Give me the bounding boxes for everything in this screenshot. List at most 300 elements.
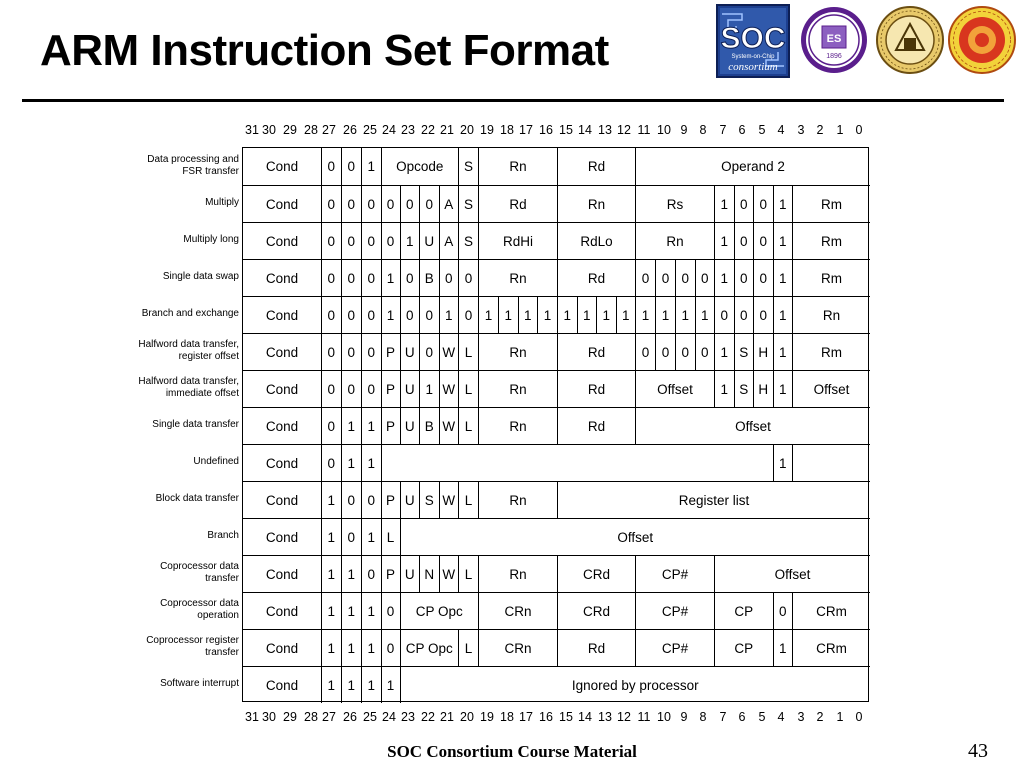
field-cell: 0 [714,296,734,333]
field-cell: 0 [635,259,655,296]
page-number: 43 [968,740,988,762]
field-cell: U [400,481,420,518]
field-cell: CRm [792,629,870,666]
field-cell: RdHi [478,222,557,259]
field-cell: P [381,370,400,407]
field-cell: Rd [557,370,635,407]
field-cell: 0 [400,259,420,296]
top-bit-14: 14 [578,123,592,137]
field-cell: 0 [695,259,715,296]
field-cell: Rn [478,555,557,592]
field-cell: N [419,555,439,592]
field-cell: W [439,481,459,518]
field-cell: 0 [753,296,773,333]
field-cell: U [400,407,420,444]
field-cell: 1 [341,407,362,444]
top-bit-20: 20 [460,123,474,137]
field-cell: 1 [655,296,675,333]
field-cell: Cond [265,159,299,174]
top-bit-18: 18 [500,123,514,137]
field-cell: Cond [243,370,321,407]
field-cell: 0 [341,296,362,333]
format-label-line: Block data transfer [155,492,239,504]
bottom-bit-13: 13 [598,710,612,724]
field-cell: 0 [321,185,341,222]
format-label [99,406,239,443]
bottom-bit-16: 16 [539,710,553,724]
field-cell: Rn [557,185,635,222]
bottom-bit-20: 20 [460,710,474,724]
bottom-bit-4: 4 [777,710,785,724]
field-cell: 1 [381,296,400,333]
field-cell: 1 [616,296,636,333]
field-cell: 0 [419,296,439,333]
field-cell: 0 [321,259,341,296]
field-cell: 1 [518,296,538,333]
field-cell: B [419,407,439,444]
top-bit-28: 28 [304,123,318,137]
field-cell: 1 [439,296,459,333]
bottom-bit-8: 8 [699,710,707,724]
field-cell: 0 [321,444,341,481]
field-cell: 0 [361,555,381,592]
field-cell: Offset [792,370,870,407]
top-bit-29: 29 [283,123,297,137]
field-cell: 0 [341,148,362,185]
format-label [99,258,239,295]
format-label-line: register offset [178,350,239,362]
field-cell: 0 [439,259,459,296]
field-cell: Cond [243,407,321,444]
field-cell: 0 [361,259,381,296]
format-label-line: FSR transfer [182,165,239,177]
field-cell: Rm [792,185,870,222]
field-cell: 1 [321,481,341,518]
field-cell: 1 [361,407,381,444]
top-bit-21: 21 [440,123,454,137]
field-cell: L [458,481,478,518]
field-cell: U [419,222,439,259]
bottom-bit-2: 2 [816,710,824,724]
field-cell: A [439,185,459,222]
format-label-line: Halfword data transfer, [138,338,239,350]
field-cell: P [381,333,400,370]
field-cell: CRd [557,592,635,629]
top-bit-4: 4 [777,123,785,137]
field-cell: Rm [792,333,870,370]
bottom-bit-3: 3 [797,710,805,724]
field-cell: Offset [635,407,870,444]
field-cell: Offset [714,555,870,592]
bottom-bit-15: 15 [559,710,573,724]
field-cell: 1 [361,518,381,555]
top-bit-8: 8 [699,123,707,137]
format-label [99,480,239,517]
field-cell: 0 [381,629,400,666]
format-label [99,332,239,369]
field-cell: U [400,370,420,407]
field-cell: 1 [361,444,381,481]
format-label-line: transfer [205,572,239,584]
top-bit-25: 25 [363,123,377,137]
format-label-line: Undefined [193,455,239,467]
field-cell: CP# [635,629,714,666]
field-cell: Cond [243,481,321,518]
field-cell: 1 [675,296,695,333]
top-bit-30: 30 [262,123,276,137]
field-cell: Rn [478,481,557,518]
field-cell: 0 [341,222,362,259]
field-cell: Offset [635,370,714,407]
top-bit-19: 19 [480,123,494,137]
field-cell: L [458,629,478,666]
field-cell: 0 [321,296,341,333]
bottom-bit-0: 0 [855,710,863,724]
field-cell: L [458,333,478,370]
field-cell: CP Opc [400,629,459,666]
field-cell: 0 [361,185,381,222]
field-cell: 1 [773,370,793,407]
field-cell: 1 [381,259,400,296]
bottom-bit-11: 11 [637,710,651,724]
field-cell: L [458,370,478,407]
field-cell: 1 [321,592,341,629]
field-cell: 1 [773,222,793,259]
field-cell: 0 [321,148,341,185]
top-bit-15: 15 [559,123,573,137]
bottom-bit-31: 31 [245,710,259,724]
field-cell: Ignored by processor [400,666,871,703]
field-cell: 1 [773,444,793,481]
format-label-line: transfer [205,646,239,658]
field-cell: Cond [243,296,321,333]
field-cell: 0 [675,259,695,296]
field-cell [381,444,773,481]
field-cell: CP [714,592,773,629]
field-cell: 0 [341,259,362,296]
field-cell: 0 [419,185,439,222]
field-cell: S [458,185,478,222]
field-cell: 0 [635,333,655,370]
slide-title: ARM Instruction Set Format [40,26,609,75]
top-bit-16: 16 [539,123,553,137]
field-cell: P [381,481,400,518]
field-cell: 0 [321,222,341,259]
field-cell: Rm [792,259,870,296]
top-bit-1: 1 [836,123,844,137]
field-cell: 0 [381,592,400,629]
field-cell: 1 [714,222,734,259]
bottom-bit-19: 19 [480,710,494,724]
field-cell: 0 [695,333,715,370]
format-label [99,221,239,258]
field-cell: Rs [635,185,714,222]
format-label-line: operation [197,609,239,621]
field-cell: 0 [361,481,381,518]
field-cell: CRd [557,555,635,592]
field-cell: 1 [773,296,793,333]
field-cell: Register list [557,481,870,518]
format-label-line: Coprocessor register [146,634,239,646]
field-cell: RdLo [557,222,635,259]
field-cell: S [734,333,754,370]
bottom-bit-9: 9 [680,710,688,724]
format-label [99,554,239,591]
format-label-line: Multiply long [183,233,239,245]
format-label [99,628,239,665]
field-cell: 0 [361,222,381,259]
field-cell: 0 [341,481,362,518]
field-cell: 0 [400,296,420,333]
field-cell: 0 [361,333,381,370]
field-cell: 1 [321,666,341,703]
field-cell: 1 [714,259,734,296]
top-bit-3: 3 [797,123,805,137]
field-cell: S [458,148,478,185]
field-cell: 1 [714,185,734,222]
top-bit-11: 11 [637,123,651,137]
field-cell: 0 [753,222,773,259]
format-label-line: Halfword data transfer, [138,375,239,387]
top-bit-12: 12 [617,123,631,137]
top-bit-2: 2 [816,123,824,137]
field-cell: 1 [419,370,439,407]
field-cell: W [439,407,459,444]
field-cell: CP# [635,592,714,629]
top-bit-23: 23 [401,123,415,137]
field-cell: 0 [400,185,420,222]
bottom-bit-7: 7 [719,710,727,724]
format-label-line: Single data swap [162,270,239,282]
field-cell: 1 [321,629,341,666]
format-label-line: immediate offset [165,387,239,399]
field-cell: Cond [243,555,321,592]
svg-text:1896: 1896 [826,53,842,60]
bottom-bit-18: 18 [500,710,514,724]
top-bit-17: 17 [519,123,533,137]
field-cell: CRn [478,629,557,666]
field-cell: 1 [381,666,400,703]
format-label-line: Data processing and [147,153,239,165]
format-label-line: Branch and exchange [141,307,239,319]
field-cell: U [400,333,420,370]
svg-text:consortium: consortium [728,61,778,73]
field-cell: Rn [792,296,870,333]
field-cell: Rd [557,259,635,296]
field-cell: 1 [557,296,577,333]
field-cell: W [439,555,459,592]
field-cell: CP# [635,555,714,592]
field-cell: L [458,555,478,592]
bottom-bit-25: 25 [363,710,377,724]
field-cell: 1 [321,518,341,555]
format-label-line: Coprocessor data [160,560,239,572]
field-cell: CP Opc [400,592,479,629]
field-cell: 1 [321,555,341,592]
top-bit-31: 31 [245,123,259,137]
field-cell: Rd [557,629,635,666]
field-cell: Rd [557,148,635,185]
field-cell: Cond [243,444,321,481]
field-cell: 1 [400,222,420,259]
field-cell: 0 [734,222,754,259]
field-cell: 1 [635,296,655,333]
field-cell: 0 [655,333,675,370]
format-label [99,369,239,406]
field-cell: 1 [773,333,793,370]
field-cell: U [400,555,420,592]
field-cell: 1 [341,666,362,703]
bottom-bit-12: 12 [617,710,631,724]
bottom-bit-17: 17 [519,710,533,724]
field-cell: Cond [243,518,321,555]
field-cell: Rd [557,407,635,444]
field-cell: 1 [498,296,518,333]
field-cell: S [734,370,754,407]
format-label-line: Multiply [205,196,239,208]
field-cell: W [439,370,459,407]
bottom-bit-14: 14 [578,710,592,724]
field-cell: Rn [478,407,557,444]
field-cell: Rn [478,333,557,370]
field-cell: 1 [773,185,793,222]
field-cell: Offset [400,518,871,555]
bottom-bit-1: 1 [836,710,844,724]
top-bit-7: 7 [719,123,727,137]
field-cell: 0 [361,296,381,333]
field-cell: 0 [321,407,341,444]
top-bit-9: 9 [680,123,688,137]
svg-text:ES: ES [826,33,842,45]
field-cell: Rn [478,259,557,296]
field-cell: Cond [243,629,321,666]
field-cell: W [439,333,459,370]
format-label-line: Coprocessor data [160,597,239,609]
field-cell: Rn [478,370,557,407]
field-cell: Cond [243,666,321,703]
top-bit-0: 0 [855,123,863,137]
field-cell: 1 [478,296,498,333]
top-bit-6: 6 [738,123,746,137]
field-cell: 0 [773,592,793,629]
top-bit-13: 13 [598,123,612,137]
field-cell: L [381,518,400,555]
bottom-bit-21: 21 [440,710,454,724]
field-cell: Rn [478,148,557,185]
bottom-bit-22: 22 [421,710,435,724]
field-cell: 0 [341,185,362,222]
field-cell [792,444,870,481]
field-cell: 0 [341,370,362,407]
bottom-bit-27: 27 [322,710,336,724]
field-cell: 0 [458,296,478,333]
top-bit-26: 26 [343,123,357,137]
bottom-bit-29: 29 [283,710,297,724]
field-cell: 0 [655,259,675,296]
field-cell: 1 [341,592,362,629]
field-cell: 1 [537,296,557,333]
field-cell: 0 [734,185,754,222]
field-cell: CP [714,629,773,666]
field-cell: 1 [714,370,734,407]
field-cell: 0 [675,333,695,370]
field-cell: 1 [773,629,793,666]
field-cell: 0 [753,259,773,296]
field-cell: B [419,259,439,296]
field-cell: 0 [458,259,478,296]
bottom-bit-6: 6 [738,710,746,724]
field-cell: L [458,407,478,444]
bottom-bit-10: 10 [657,710,671,724]
instruction-format-table [242,147,869,702]
field-cell: 0 [361,370,381,407]
field-cell: 1 [341,629,362,666]
svg-text:SOC: SOC [720,22,786,55]
field-cell: A [439,222,459,259]
field-cell: CRn [478,592,557,629]
top-bit-27: 27 [322,123,336,137]
format-label [99,443,239,480]
field-cell: 1 [341,555,362,592]
field-cell: 0 [341,333,362,370]
field-cell: S [458,222,478,259]
field-cell: Cond [243,259,321,296]
footer-text: SOC Consortium Course Material [387,742,637,761]
field-cell: 1 [361,666,381,703]
field-cell: 0 [321,333,341,370]
field-cell: H [753,333,773,370]
field-cell: H [753,370,773,407]
field-cell: Rd [478,185,557,222]
field-cell: Cond [243,333,321,370]
format-label [99,184,239,221]
format-label [99,591,239,628]
field-cell: Cond [243,592,321,629]
field-cell: CRm [792,592,870,629]
format-label [99,517,239,554]
field-cell: P [381,407,400,444]
bottom-bit-23: 23 [401,710,415,724]
field-cell: 0 [734,259,754,296]
field-cell: 0 [419,333,439,370]
field-cell: 1 [773,259,793,296]
field-cell: Opcode [381,148,459,185]
field-cell: 0 [321,370,341,407]
field-cell: 1 [361,629,381,666]
bottom-bit-28: 28 [304,710,318,724]
format-label-line: Single data transfer [152,418,239,430]
field-cell: Cond [243,222,321,259]
field-cell: Rm [792,222,870,259]
bottom-bit-26: 26 [343,710,357,724]
top-bit-5: 5 [758,123,766,137]
field-cell: Rd [557,333,635,370]
field-cell: Rn [635,222,714,259]
top-bit-24: 24 [382,123,396,137]
field-cell: 1 [361,148,381,185]
bottom-bit-24: 24 [382,710,396,724]
bottom-bit-30: 30 [262,710,276,724]
field-cell: P [381,555,400,592]
field-cell: 1 [341,444,362,481]
field-cell: 0 [381,222,400,259]
format-label [99,665,239,702]
format-label [99,147,239,184]
format-label [99,295,239,332]
field-cell: 1 [695,296,715,333]
top-bit-10: 10 [657,123,671,137]
field-cell: S [419,481,439,518]
